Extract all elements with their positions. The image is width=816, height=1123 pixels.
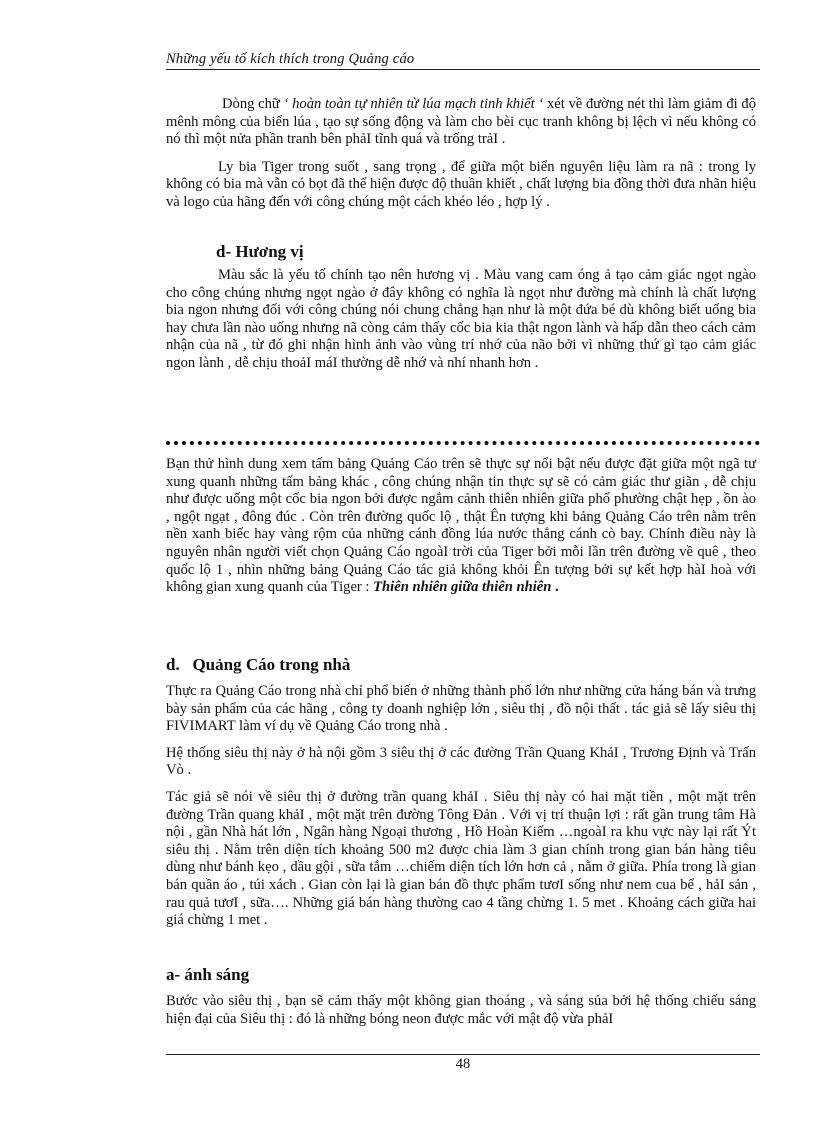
paragraph-caption-analysis bbox=[166, 96, 756, 149]
slogan-nature: Thiên nhiên giữa thiên nhiên bbox=[373, 579, 552, 596]
flavor-section bbox=[166, 267, 756, 373]
paragraph-light: Bước vào siêu thị , bạn sẽ cảm thấy một không gian thoáng , và sáng sủa bởi hệ thống chiếu sáng hiện đại của Siêu thị : đó là những bóng neon được mắc với mật độ vừa phảI bbox=[166, 993, 756, 1027]
footer-rule bbox=[166, 1054, 760, 1055]
heading-indoor-advertising: d. Quảng Cáo trong nhà bbox=[166, 655, 351, 674]
text-prefix: Dòng chữ bbox=[222, 96, 284, 112]
paragraph-supermarket-system: Hệ thống siêu thị này ở hà nội gồm 3 siêu thị ở các đường Trần Quang KhảI , Trương Định và Trấn Vò . bbox=[166, 744, 756, 779]
roadside-section bbox=[166, 456, 756, 597]
paragraph-glass-analysis: Ly bia Tiger trong suốt , sang trọng , để giữa một biển nguyên liệu làm ra nã : trong ly không có bia mà vẫn có bọt đã thể hiện được độ thuần khiết , chất lượng bia đồng thời đưa nhãn hiệu và logo của hãng đến với công chúng một cách khéo léo , hợp lý . bbox=[166, 158, 756, 210]
heading-light: a- ánh sáng bbox=[166, 965, 250, 984]
heading-flavor: d- Hương vị bbox=[216, 242, 304, 261]
text-suffix: xét về đường nét thì làm giảm đi độ mênh mông của biển lúa , tạo sự sống động và làm cho bèi cục tranh không bị lệch vì nếu không có nó thì một nửa phần tranh bên phảI tĩnh quá và trống trảI . bbox=[166, 96, 756, 148]
paragraph-flavor: Màu sắc là yếu tố chính tạo nên hương vị . Màu vang cam óng ả tạo cảm giác ngọt ngào cho công chúng nhưng ngọt ngào ở đây không có nghĩa là ngọt như đường mà chính là chất lượng bia ngon nhưng đối với công chúng nói chung chẳng hạn như là một đứa bé dù không biết uống bia hay chưa lần nào uống nhưng nã còng cảm thấy cốc bia kia thật ngon lành và hấp dẫn theo cách cảm nhận của nã , từ đó ghi nhận hình ảnh vào vùng trí nhớ của não bởi vì những thứ gì tạo cảm giác ngon lành , dễ chịu thoảI máI thường dễ nhớ và nhí nhanh hơn . bbox=[166, 267, 756, 371]
header-rule bbox=[166, 69, 760, 70]
quoted-slogan: ‘ hoàn toàn tự nhiên từ lúa mạch tinh khiết ‘ bbox=[283, 96, 544, 112]
page-number: 48 bbox=[455, 1056, 471, 1072]
paragraph-indoor-intro: Thực ra Quảng Cáo trong nhà chỉ phổ biến ở những thành phố lớn như những cửa háng bán và trưng bày sản phẩm của các hãng , công ty doanh nghiệp lớn , siêu thị , đồ nội thất . tác giả sẽ lấy siêu thị FIVIMART làm ví dụ về Quảng Cáo trong nhà . bbox=[166, 683, 756, 735]
paragraph-supermarket-detail: Tác giả sẽ nói về siêu thị ở đường trần quang khảI . Siêu thị này có hai mặt tiền , một mặt trên đường Trần quang khảI , một mặt trên đường Tông Đản . Với vị trí thuận lợi : rất gần trung tâm Hà nội , gần Nhà hát lớn , Ngân hàng Ngoại thương , Hồ Hoàn Kiếm …ngoàI ra khu vực này lại rất Ýt siêu thị . Nằm trên diện tích khoảng 500 m2 được chia làm 3 gian chính trong gian bán hàng tiêu dùng như bánh kẹo , dầu gội , sữa tắm …chiếm diện tích lớn hơn cả , nằm ở giữa. Phía trong là gian bán quần áo , túi xách . Gian còn lại là gian bán đồ thực phẩm tươI sống như nem cua bể , hảI sản , rau quả tươI , sữa…. Những giá bán hàng thường cao 4 tầng chừng 1. 5 met . Khoảng cách giữa hai giá chừng 1 met . bbox=[166, 788, 756, 929]
paragraph-roadside-text: Bạn thử hình dung xem tấm bảng Quảng Cáo trên sẽ thực sự nổi bật nếu được đặt giữa một ngã tư xung quanh những tấm bảng khác , công chúng nhận tin thực sự sẽ có cảm giác thư giãn , dễ chịu như được uống một cốc bia ngon bởi được ngắm cảnh thiên nhiên giữa phố phường chật hẹp , ồn ào , ngột ngạt , đông đúc . Còn trên đường quốc lộ , thật Ên tượng khi bảng Quảng Cáo trên nằm trên nền xanh biếc hay vàng rộm của những cánh đồng lúa nước thẳng cánh cò bay. Chính điều này là nguyên nhân người viết chọn Quảng Cáo ngoàI trời của Tiger bởi mỗi lần trên đường về quê , theo quốc lộ 1 , nhìn những bảng Quảng Cáo tác giả không khỏi Ên tượng bởi sự kết hợp hàI hoà với không gian xung quanh của Tiger : bbox=[166, 456, 756, 596]
dotted-divider bbox=[166, 441, 760, 445]
indoor-section bbox=[166, 683, 756, 930]
paragraph-roadside-end: . bbox=[551, 579, 559, 596]
light-section bbox=[166, 993, 756, 1028]
paragraph-roadside bbox=[166, 456, 756, 597]
running-header: Những yếu tố kích thích trong Quảng cáo bbox=[166, 51, 415, 67]
intro-section bbox=[166, 96, 756, 212]
